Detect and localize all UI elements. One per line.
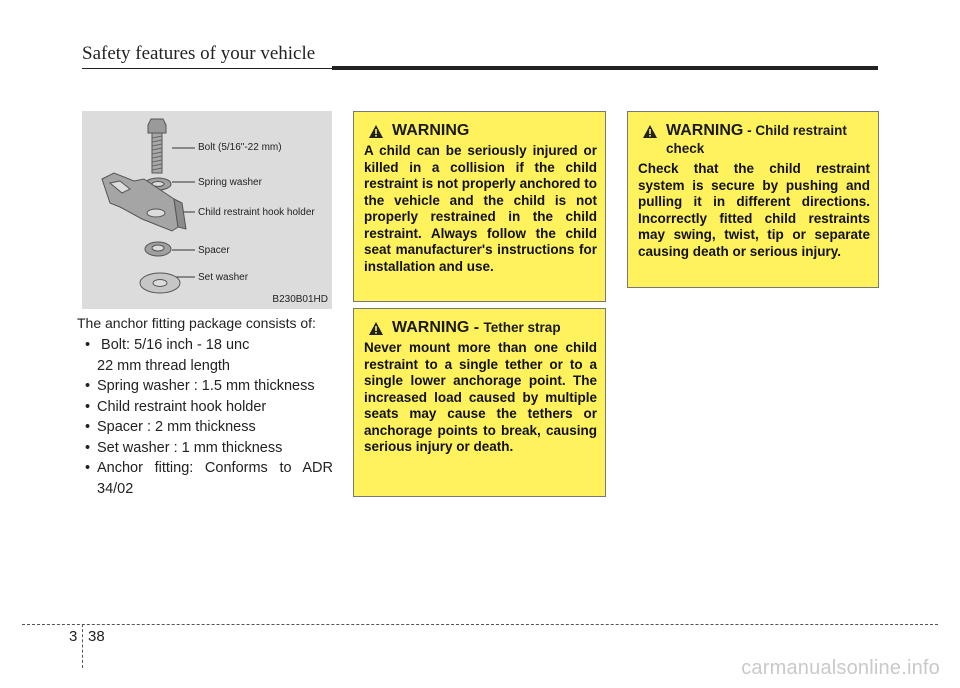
- list-item: • Spacer : 2 mm thickness: [77, 417, 333, 438]
- bolt-thread-length: 22 mm thread length: [97, 357, 230, 374]
- footer-divider: [82, 624, 83, 668]
- footer-rule: [22, 624, 938, 625]
- chapter-number: 3: [69, 628, 78, 645]
- warning-subtitle: Tether strap: [483, 320, 561, 335]
- warning-heading: [364, 319, 597, 337]
- list-item: • Set washer : 1 mm thickness: [77, 438, 333, 459]
- watermark: carmanualsonline.info: [741, 657, 940, 679]
- warning-word: WARNING -: [392, 319, 484, 336]
- intro-text: The anchor fitting package consists of:: [77, 315, 316, 331]
- bolt-icon: [148, 119, 166, 173]
- warning-text: A child can be seriously injured or killed in a collision if the child restraint is not properly anchored to the vehicle and the child is not properly restrained in the child restraint. Always follow the child seat manufacturer's instructions for installation and use.: [364, 143, 597, 274]
- page-number: 38: [88, 628, 105, 645]
- header-rule-bold: [332, 66, 878, 70]
- warning-triangle-icon: [368, 321, 384, 336]
- warning-text: Check that the child restraint system is secure by pushing and pulling it in different directions. Incorrectly fitted child restraints may swing, twist, tip or separate causing death or serious injury.: [638, 161, 870, 259]
- set-washer-icon: [140, 273, 180, 293]
- warning-heading: [638, 122, 870, 158]
- label-set-washer: Set washer: [198, 272, 249, 283]
- warning-box-anchoring: [353, 111, 606, 302]
- list-item: [77, 335, 333, 376]
- warning-text: Never mount more than one child restraint to a single tether or to a single lower anchorage point. The increased load caused by multiple seats may cause the tethers or anchorage points to break, causing serious injury or death.: [364, 340, 597, 454]
- list-item: • Anchor fitting: Conforms to ADR 34/02: [77, 458, 333, 499]
- spec-list: [77, 335, 333, 499]
- warning-word: WARNING: [666, 122, 744, 139]
- anchor-fitting-figure: [82, 111, 332, 309]
- label-spring-washer: Spring washer: [198, 177, 262, 188]
- label-hook-holder: Child restraint hook holder: [198, 207, 315, 218]
- spacer-icon: [145, 242, 171, 256]
- warning-triangle-icon: [368, 124, 384, 139]
- warning-subtitle: - Child restraint check: [666, 123, 847, 156]
- warning-box-restraint-check: [627, 111, 879, 288]
- label-bolt: Bolt (5/16"-22 mm): [198, 142, 282, 153]
- warning-word: WARNING: [392, 122, 470, 139]
- figure-code: B230B01HD: [272, 294, 328, 305]
- bolt-spec: Bolt: 5/16 inch - 18 unc: [101, 337, 250, 353]
- warning-triangle-icon: [642, 124, 658, 139]
- list-item: • Spring washer : 1.5 mm thickness: [77, 376, 333, 397]
- list-item: • Child restraint hook holder: [77, 397, 333, 418]
- warning-heading: [364, 122, 597, 140]
- label-spacer: Spacer: [198, 245, 230, 256]
- page-header-title: Safety features of your vehicle: [82, 43, 316, 64]
- warning-box-tether: [353, 308, 606, 497]
